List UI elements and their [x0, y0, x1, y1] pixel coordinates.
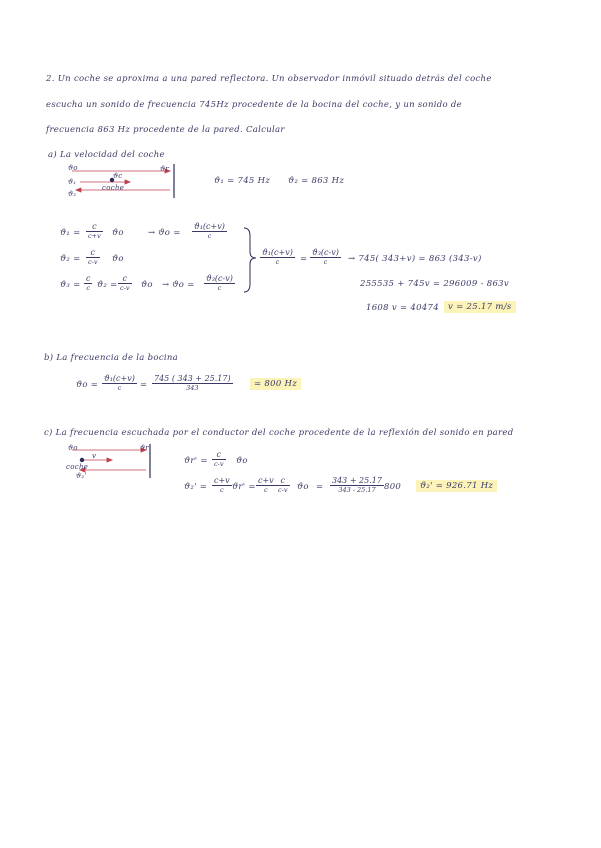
part-c-eq2-tail: ϑo [297, 482, 309, 492]
step-2: 255535 + 745v = 296009 - 863v [360, 279, 509, 289]
part-c-eq2-num2: c+v [258, 476, 274, 485]
diagram-c-vo: ϑo [68, 444, 78, 452]
eq1-lhs: ϑ₁ = [60, 228, 81, 238]
part-c-eq1-fraction [212, 450, 226, 468]
eq3-rden: c [217, 284, 222, 292]
part-c-eq2-fraction-1 [212, 476, 232, 494]
part-c-eq2-fraction-3 [276, 476, 290, 494]
problem-line-2: escucha un sonido de frecuencia 745Hz procedente de la bocina del coche, y un sonido de [46, 100, 462, 110]
part-b-fraction-1 [102, 374, 137, 392]
part-b-title: b) La frecuencia de la bocina [44, 353, 179, 363]
eq1-arrow: → ϑo = [148, 228, 181, 238]
part-c-eq1-num: c [212, 450, 226, 460]
eq1-result-fraction [192, 222, 227, 240]
eq3-den: c [86, 284, 91, 292]
eq1-tail: ϑo [112, 228, 124, 238]
diagram-a-vr: ϑr [160, 165, 169, 173]
eq1-fraction [86, 222, 103, 240]
frequency-result: = 800 Hz [250, 378, 301, 390]
diagram-a-v2: ϑ₂ [68, 190, 77, 198]
part-b-den: c [117, 384, 122, 392]
part-b-num2: 745 ( 343 + 25.17) [154, 374, 231, 383]
car-c [80, 458, 84, 462]
problem-line-3: frecuencia 863 Hz procedente de la pared. Calcular [46, 125, 285, 135]
part-c-eq2-den4: 343 - 25.17 [338, 486, 376, 494]
part-c-title: c) La frecuencia escuchada por el conductor del coche procedente de la reflexión del sonido en pared [44, 428, 514, 438]
part-c-eq2-fraction-4 [330, 476, 384, 494]
problem-line-1: 2. Un coche se aproxima a una pared reflectora. Un observador inmóvil situado detrás del coche [46, 74, 492, 84]
part-b-den2: 343 [186, 384, 199, 392]
part-c-eq2-value: 800 [384, 482, 402, 492]
part-a-title: a) La velocidad del coche [48, 150, 165, 160]
eq2-den: c-v [88, 258, 98, 266]
eq1-rden: c [207, 232, 212, 240]
diagram-c-car: coche [66, 463, 89, 471]
part-c-eq2-den2: c [264, 486, 268, 494]
eq3-lhs: ϑ₃ = [60, 280, 81, 290]
combo-fraction-left [260, 248, 295, 266]
eq3-num2: c [118, 274, 132, 284]
combo-substitution: → 745( 343+v) = 863 (343-v) [348, 254, 482, 264]
eq3-fraction-1 [84, 274, 92, 292]
diagram-a-v1: ϑ₁ [68, 178, 77, 186]
combo-num-right: ϑ₃(c-v) [312, 248, 339, 257]
given-v2: ϑ₂ = 863 Hz [288, 176, 345, 186]
part-c-eq2-den3: c-v [278, 486, 288, 494]
eq3-result-fraction [204, 274, 235, 292]
eq1-den: c+v [88, 232, 101, 240]
eq3-tail: ϑo [141, 280, 153, 290]
part-c-eq1-tail: ϑo [236, 456, 248, 466]
eq3-den2: c-v [120, 284, 130, 292]
diagram-c-v2: ϑ₂' [76, 472, 87, 480]
diagram-a-vc: ϑc [113, 172, 123, 180]
part-c-eq2-num: c+v [214, 476, 230, 485]
combo-fraction-right [310, 248, 341, 266]
eq2-num: c [86, 248, 100, 258]
eq1-rnum: ϑ₁(c+v) [194, 222, 225, 231]
part-c-eq1-lhs: ϑr' = [184, 456, 208, 466]
eq2-fraction [86, 248, 100, 266]
eq2-lhs: ϑ₂ = [60, 254, 81, 264]
combo-eq: = [300, 254, 308, 264]
part-b-eq: = [140, 380, 148, 390]
diagram-a-car: coche [102, 184, 125, 192]
diagram-c-vr: ϑr' [140, 444, 152, 452]
part-c-eq2-den: c [220, 486, 224, 494]
combo-num-left: ϑ₁(c+v) [262, 248, 293, 257]
part-c-eq2-fraction-2 [256, 476, 276, 494]
velocity-result: v = 25.17 m/s [444, 301, 516, 313]
part-c-eq2-num3: c [276, 476, 290, 486]
diagram-c-v: v [92, 452, 97, 460]
part-b-fraction-2 [152, 374, 233, 392]
part-c-eq2-lhs: ϑ₂' = [184, 482, 208, 492]
eq3-mid: ϑ₂ = [97, 280, 118, 290]
diagram-a-vo: ϑo [68, 164, 78, 172]
eq1-num: c [86, 222, 103, 232]
part-c-eq2-num4: 343 + 25.17 [332, 476, 382, 485]
eq3-num: c [86, 274, 91, 283]
reflected-frequency-result: ϑ₂' = 926.71 Hz [416, 480, 497, 492]
eq2-tail: ϑo [112, 254, 124, 264]
given-v1: ϑ₁ = 745 Hz [214, 176, 271, 186]
eq3-rnum: ϑ₃(c-v) [206, 274, 233, 283]
eq3-fraction-2 [118, 274, 132, 292]
part-c-eq2-eq: = [316, 482, 324, 492]
part-b-lhs: ϑo = [76, 380, 99, 390]
part-c-eq1-den: c-v [214, 460, 224, 468]
eq3-arrow: → ϑo = [162, 280, 195, 290]
combo-den-left: c [275, 258, 280, 266]
combo-den-right: c [323, 258, 328, 266]
part-b-num: ϑ₁(c+v) [104, 374, 135, 383]
part-c-eq2-mid: ϑr' = [232, 482, 256, 492]
step-3: 1608 v = 40474 [366, 303, 439, 313]
brace-a [244, 228, 256, 292]
